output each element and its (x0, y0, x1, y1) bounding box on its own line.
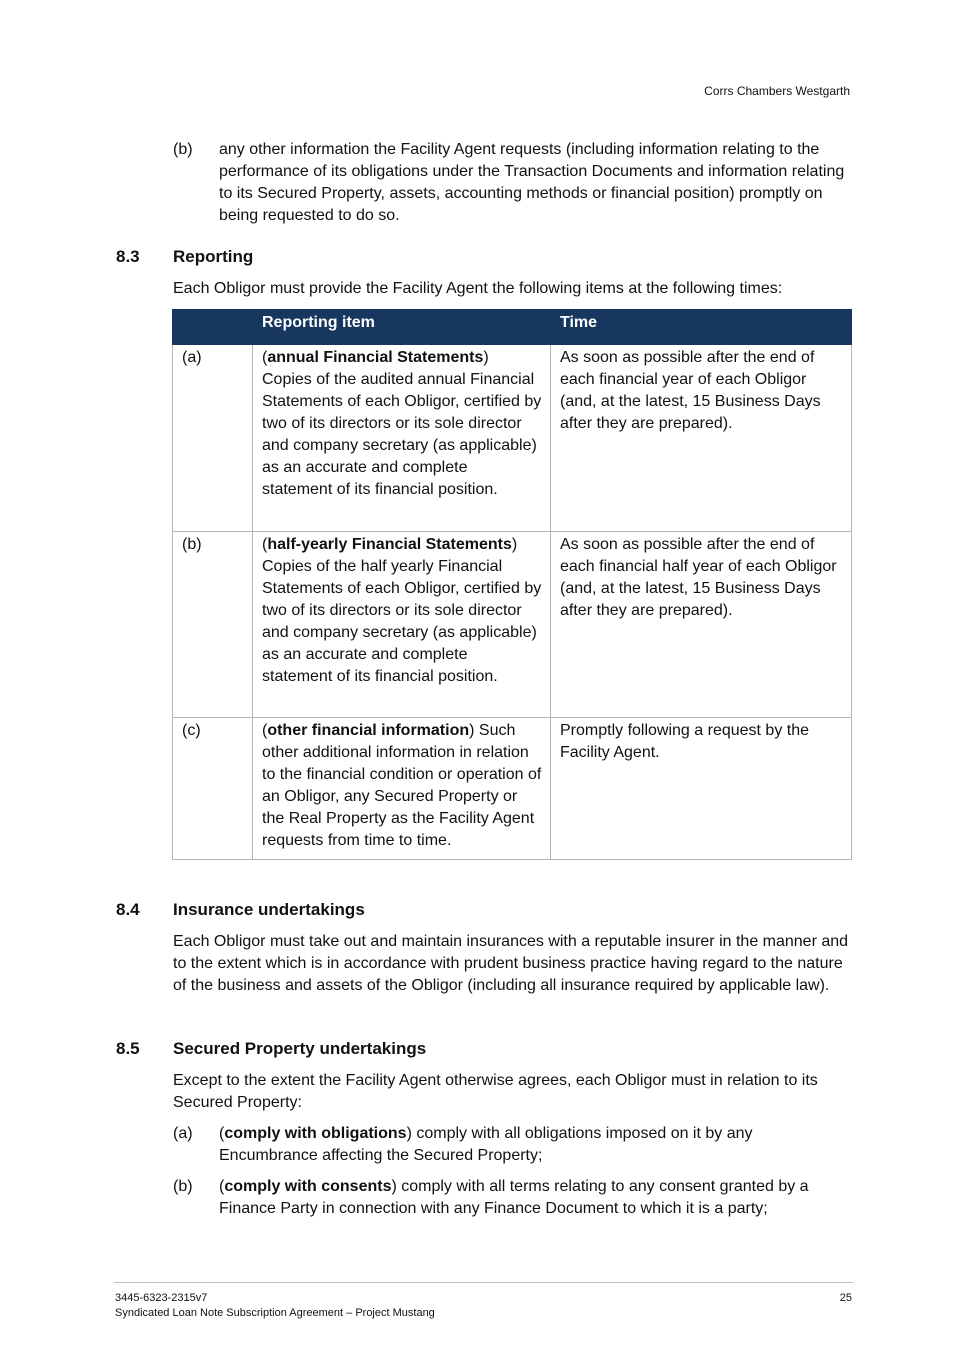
row-label-cell (173, 532, 253, 718)
header-reporting-item: Reporting item (253, 310, 551, 345)
row-label-cell (173, 718, 253, 860)
table-row (173, 532, 852, 718)
section-8-3-intro: Each Obligor must provide the Facility Agent the following items at the following times: (173, 280, 783, 297)
footer-divider (114, 1282, 853, 1283)
table-row (173, 345, 852, 532)
secured-item-text: (comply with consents) comply with all terms relating to any consent granted by a Finance Party in connection with any Finance Document to which it is a party; (219, 1178, 809, 1217)
section-8-5-number: 8.5 (116, 1039, 140, 1058)
section-8-4-title: Insurance undertakings (173, 900, 365, 919)
secured-item-label: (b) (173, 1178, 193, 1195)
reporting-table (172, 309, 852, 860)
secured-item-heading: comply with consents (224, 1178, 392, 1195)
row-label: (c) (182, 722, 201, 739)
time-text: As soon as possible after the end of each financial half year of each Obligor (and, at the latest, 15 Business Days after they are prepared). (560, 536, 837, 619)
time-cell (551, 532, 852, 718)
header-blank-cell (173, 310, 253, 345)
reporting-item-body: Copies of the half yearly Financial Statements of each Obligor, certified by two of its directors or its sole director and company secretary (as applicable) as an accurate and complete statement of its financial position. (262, 558, 542, 685)
reporting-item-heading: annual Financial Statements (267, 349, 484, 366)
footer-doc-id: 3445-6323-2315v7 (115, 1292, 208, 1304)
reporting-item-text: (half-yearly Financial Statements) Copies of the half yearly Financial Statements of each Obligor, certified by two of its directors or its sole director and company secretary (as applicable) as an accurate and complete statement of its financial position. (262, 536, 542, 685)
section-8-3-number: 8.3 (116, 247, 140, 266)
time-text: As soon as possible after the end of each financial year of each Obligor (and, at the latest, 15 Business Days after they are prepared). (560, 349, 821, 432)
reporting-item-heading: other financial information (267, 722, 470, 739)
time-text: Promptly following a request by the Facility Agent. (560, 722, 810, 761)
reporting-item-text: (annual Financial Statements) Copies of the audited annual Financial Statements of each Obligor, certified by two of its directors or its sole director and company secretary (as applicable) as an accurate and complete statement of its financial position. (262, 349, 542, 498)
footer-doc-title: Syndicated Loan Note Subscription Agreement – Project Mustang (115, 1307, 435, 1319)
secured-item-body: comply with all obligations imposed on it by any Encumbrance affecting the Secured Property; (219, 1125, 753, 1164)
row-label-cell (173, 345, 253, 532)
table-row (173, 718, 852, 860)
reporting-item-cell (253, 718, 551, 860)
reporting-item-text: (other financial information) Such other additional information in relation to the financial condition or operation of an Obligor, any Secured Property or the Real Property as the Facility Agent requests from time to time. (262, 722, 542, 849)
row-label: (b) (182, 536, 202, 553)
header-time: Time (551, 310, 852, 345)
section-8-3-title: Reporting (173, 247, 254, 266)
section-8-4-text: Each Obligor must take out and maintain insurances with a reputable insurer in the manner and to the extent which is in accordance with prudent business practice having regard to the nature of the business and assets of the Obligor (including all insurance required by applicable law). (173, 933, 849, 994)
secured-item-heading: comply with obligations (224, 1125, 407, 1142)
secured-item-text: (comply with obligations) comply with all obligations imposed on it by any Encumbrance affecting the Secured Property; (219, 1125, 753, 1164)
time-cell (551, 718, 852, 860)
header-firm-name: Corrs Chambers Westgarth (704, 84, 850, 98)
section-8-5-intro: Except to the extent the Facility Agent otherwise agrees, each Obligor must in relation to its Secured Property: (173, 1072, 818, 1111)
intro-item-label: (b) (173, 141, 193, 158)
reporting-item-heading: half-yearly Financial Statements (267, 536, 512, 553)
footer-page-number: 25 (839, 1292, 852, 1304)
secured-item-label: (a) (173, 1125, 193, 1142)
reporting-item-body: Such other additional information in relation to the financial condition or operation of an Obligor, any Secured Property or the Real Property as the Facility Agent requests from time to time. (262, 722, 542, 849)
secured-item-body: comply with all terms relating to any consent granted by a Finance Party in connection with any Finance Document to which it is a party; (219, 1178, 809, 1217)
reporting-item-cell (253, 345, 551, 532)
section-8-4-number: 8.4 (116, 900, 140, 919)
reporting-item-cell (253, 532, 551, 718)
time-cell (551, 345, 852, 532)
row-label: (a) (182, 349, 202, 366)
section-8-5-title: Secured Property undertakings (173, 1039, 427, 1058)
intro-item-text: any other information the Facility Agent requests (including information relating to the performance of its obligations under the Transaction Documents and information relating to its Secured Property, assets, accounting methods or financial position) promptly on being requested to do so. (219, 141, 845, 224)
reporting-table-header (173, 310, 852, 345)
reporting-item-body: Copies of the audited annual Financial Statements of each Obligor, certified by two of its directors or its sole director and company secretary (as applicable) as an accurate and complete statement of its financial position. (262, 371, 542, 498)
